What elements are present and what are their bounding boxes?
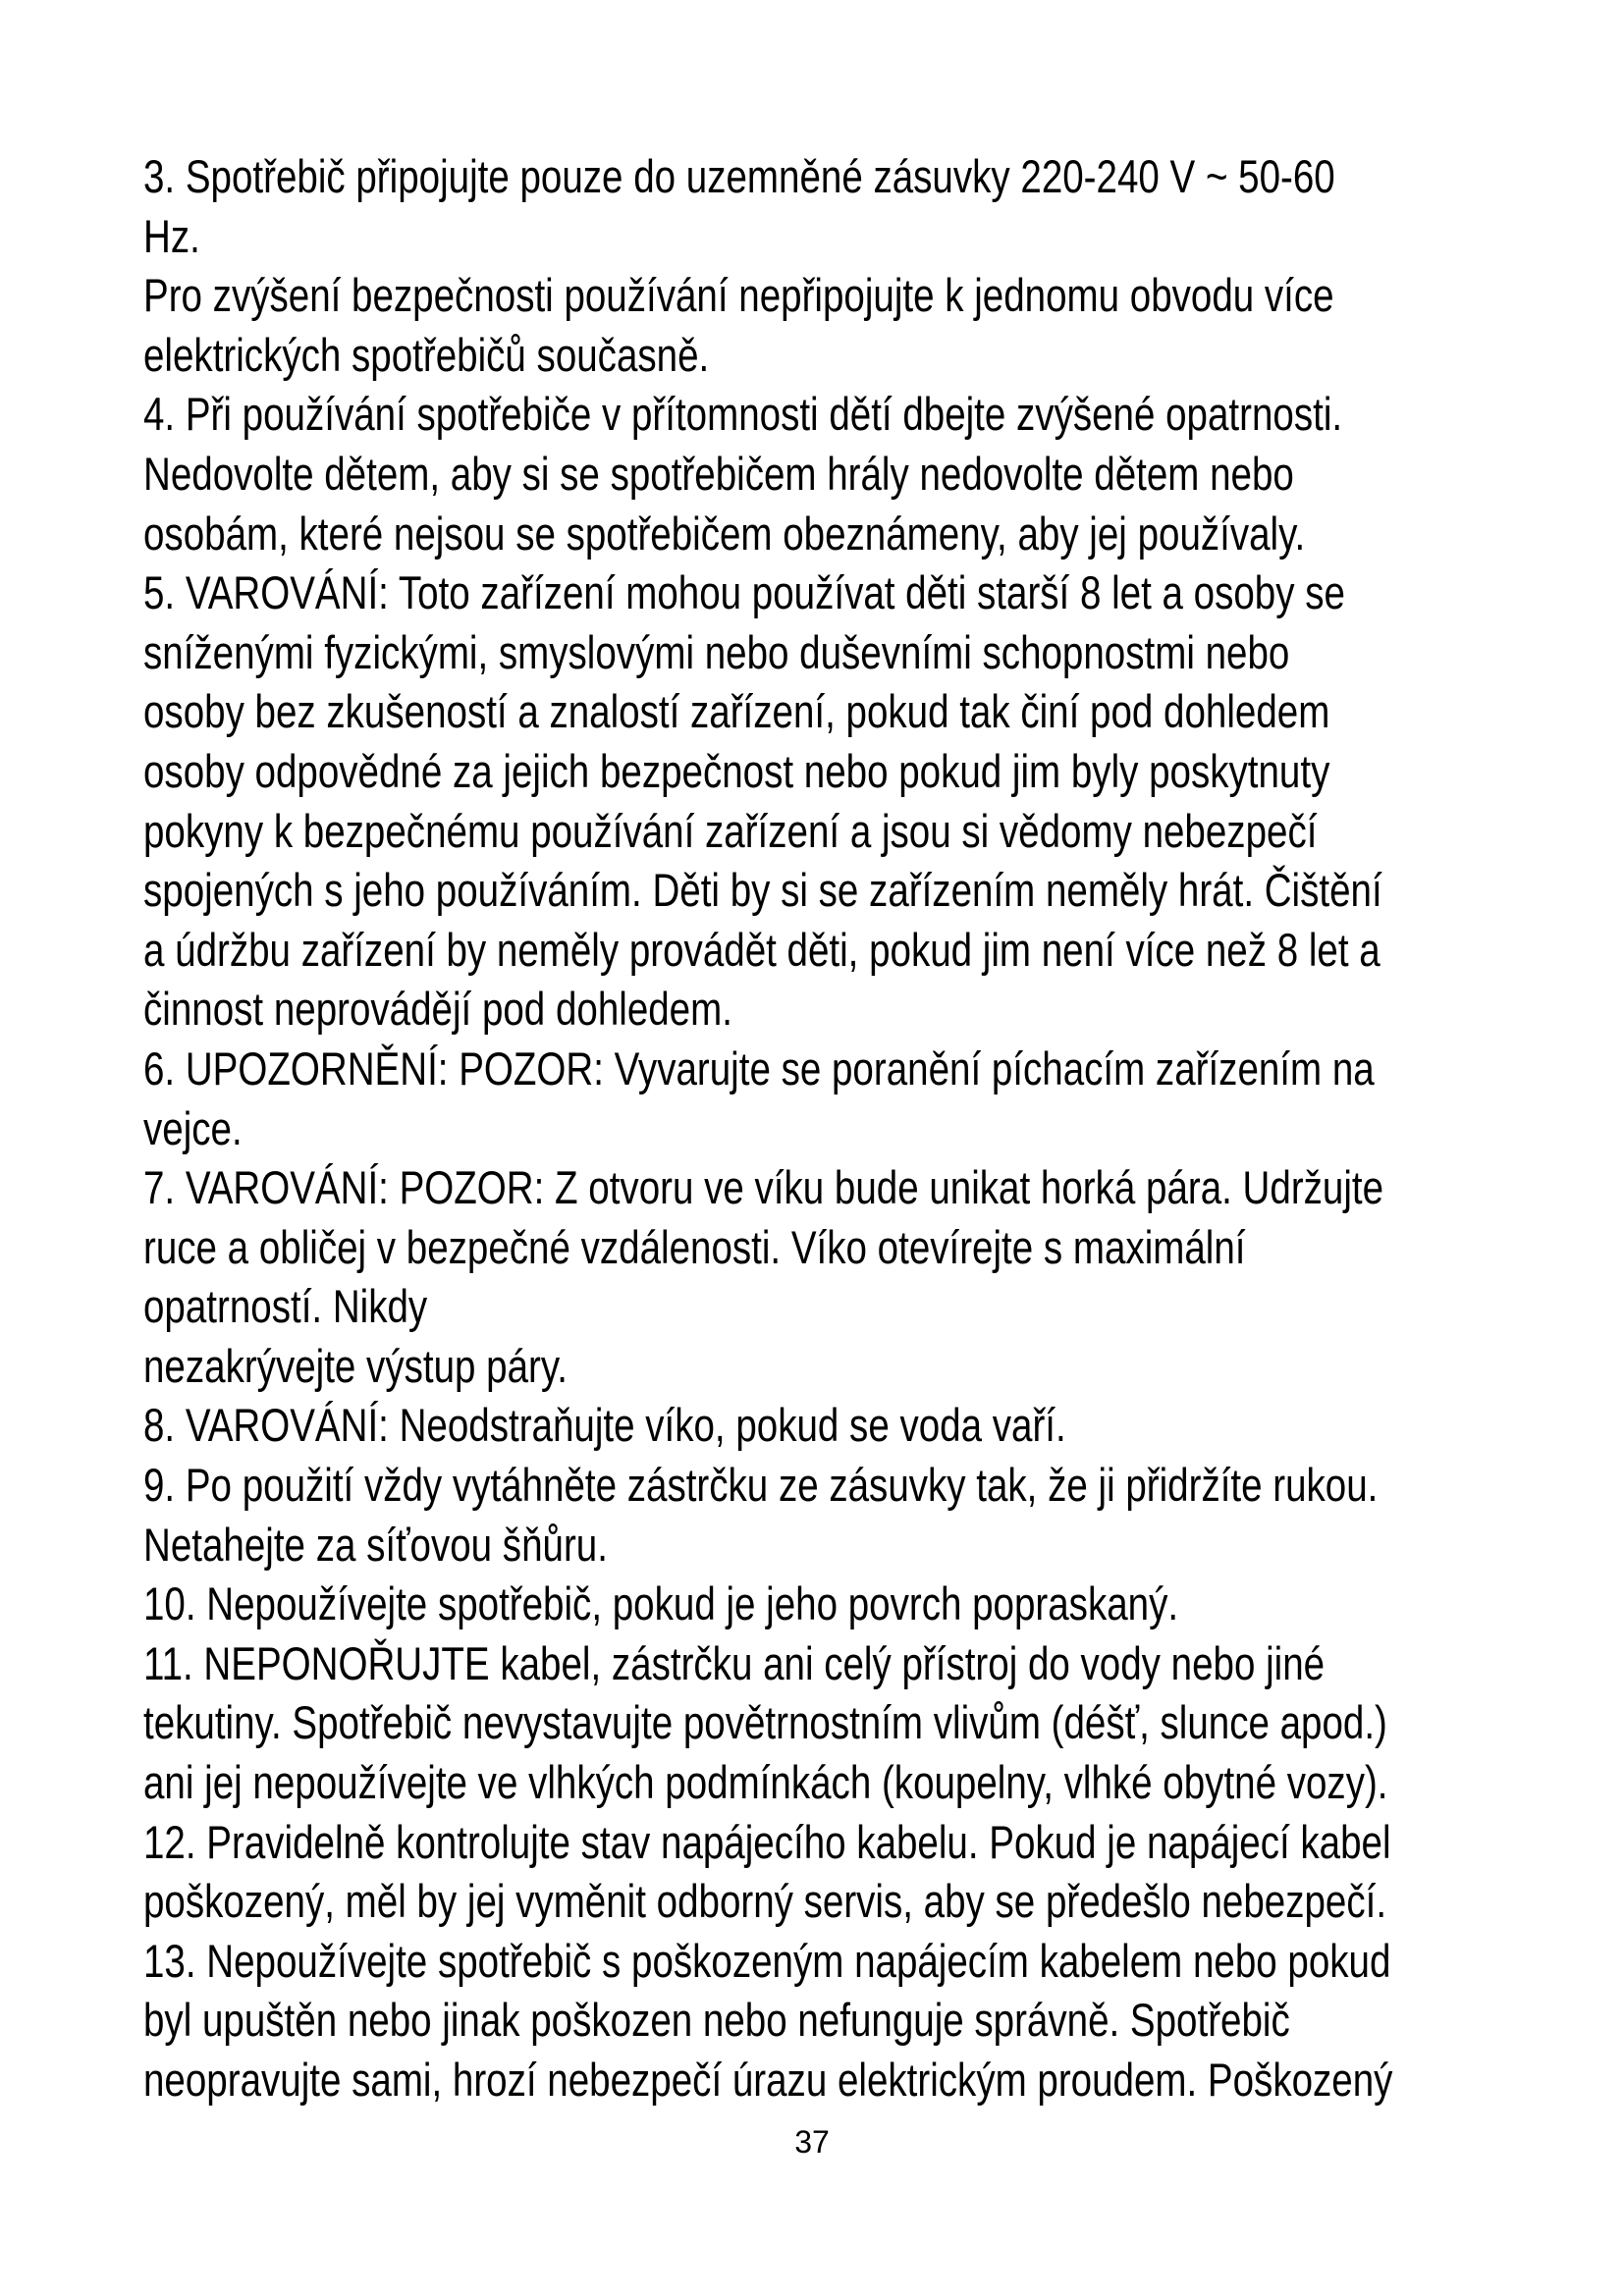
text-line: sníženými fyzickými, smyslovými nebo duševními schopnostmi nebo xyxy=(143,625,1290,678)
text-line: 6. UPOZORNĚNÍ: POZOR: Vyvarujte se poranění píchacím zařízením na xyxy=(143,1041,1375,1095)
text-line: poškozený, měl by jej vyměnit odborný servis, aby se předešlo nebezpečí. xyxy=(143,1875,1387,1928)
text-line: 8. VAROVÁNÍ: Neodstraňujte víko, pokud se voda vaří. xyxy=(143,1399,1066,1452)
text-line: pokyny k bezpečnému používání zařízení a jsou si vědomy nebezpečí xyxy=(143,804,1318,857)
text-line: 13. Nepoužívejte spotřebič s poškozeným napájecím kabelem nebo pokud xyxy=(143,1934,1391,1987)
text-line: ani jej nepoužívejte ve vlhkých podmínkách (koupelny, vlhké obytné vozy). xyxy=(143,1756,1388,1809)
text-line: činnost neprovádějí pod dohledem. xyxy=(143,983,732,1036)
text-line: elektrických spotřebičů současně. xyxy=(143,328,710,381)
text-line: 4. Při používání spotřebiče v přítomnosti dětí dbejte zvýšené opatrnosti. xyxy=(143,388,1343,441)
text-line: 11. NEPONOŘUJTE kabel, zástrčku ani celý přístroj do vody nebo jiné xyxy=(143,1636,1326,1689)
text-line: 5. VAROVÁNÍ: Toto zařízení mohou používat děti starší 8 let a osoby se xyxy=(143,566,1345,619)
text-line: opatrností. Nikdy xyxy=(143,1280,428,1333)
text-line: byl upuštěn nebo jinak poškozen nebo nefunguje správně. Spotřebič xyxy=(143,1994,1290,2047)
text-line: Pro zvýšení bezpečnosti používání nepřipojujte k jednomu obvodu více xyxy=(143,269,1334,322)
text-line: ruce a obličej v bezpečné vzdálenosti. Víko otevírejte s maximální xyxy=(143,1220,1246,1273)
text-line: osobám, které nejsou se spotřebičem obeznámeny, aby jej používaly. xyxy=(143,507,1306,560)
page-number: 37 xyxy=(794,2124,830,2160)
text-line: neopravujte sami, hrozí nebezpečí úrazu elektrickým proudem. Poškozený xyxy=(143,2054,1393,2106)
text-line: 12. Pravidelně kontrolujte stav napájecího kabelu. Pokud je napájecí kabel xyxy=(143,1815,1391,1868)
text-line: vejce. xyxy=(143,1101,243,1154)
text-line: 3. Spotřebič připojujte pouze do uzemněné zásuvky 220-240 V ~ 50-60 xyxy=(143,150,1335,202)
text-line: Nedovolte dětem, aby si se spotřebičem hrály nedovolte dětem nebo xyxy=(143,447,1294,500)
text-line: osoby bez zkušeností a znalostí zařízení, pokud tak činí pod dohledem xyxy=(143,685,1330,738)
text-line: Hz. xyxy=(143,209,200,262)
text-line: 10. Nepoužívejte spotřebič, pokud je jeho povrch popraskaný. xyxy=(143,1577,1179,1630)
text-line: Netahejte za síťovou šňůru. xyxy=(143,1518,608,1571)
text-line: nezakrývejte výstup páry. xyxy=(143,1339,568,1392)
text-line: tekutiny. Spotřebič nevystavujte povětrnostním vlivům (déšť, slunce apod.) xyxy=(143,1696,1387,1749)
instruction-text-block xyxy=(143,147,1538,2110)
text-line: osoby odpovědné za jejich bezpečnost nebo pokud jim byly poskytnuty xyxy=(143,744,1330,797)
text-line: a údržbu zařízení by neměly provádět děti, pokud jim není více než 8 let a xyxy=(143,923,1380,976)
text-line: spojených s jeho používáním. Děti by si se zařízením neměly hrát. Čištění xyxy=(143,864,1382,917)
text-line: 7. VAROVÁNÍ: POZOR: Z otvoru ve víku bude unikat horká pára. Udržujte xyxy=(143,1161,1384,1214)
text-line: 9. Po použití vždy vytáhněte zástrčku ze zásuvky tak, že ji přidržíte rukou. xyxy=(143,1459,1379,1512)
